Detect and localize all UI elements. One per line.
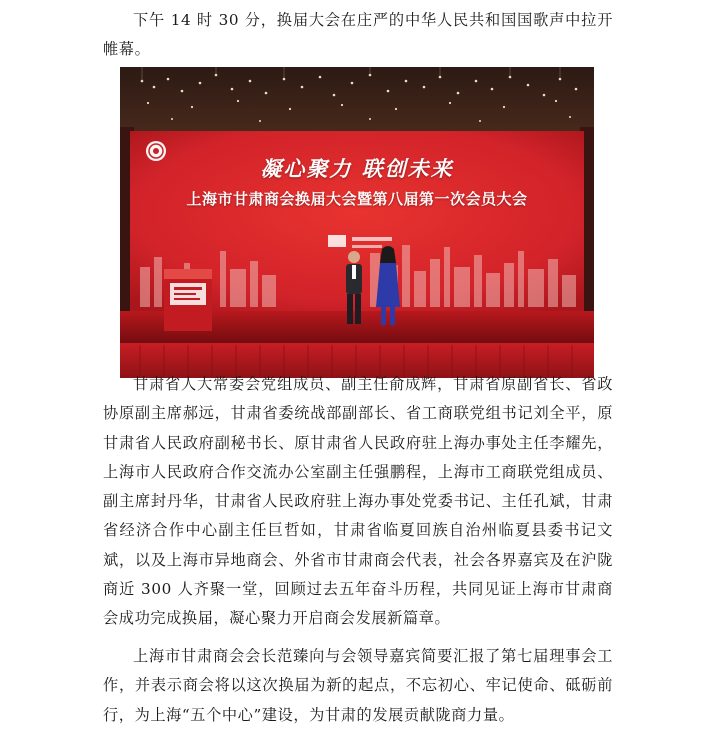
event-slogan: 凝心聚力 联创未来 [260,157,454,181]
ceiling [120,67,594,137]
event-title: 上海市甘肃商会换届大会暨第八届第一次会员大会 [186,190,528,208]
paragraph-opening: 下午 14 时 30 分，换届大会在庄严的中华人民共和国国歌声中拉开帷幕。 [103,11,613,59]
podium [164,269,212,331]
paragraph-report: 上海市甘肃商会会长范臻向与会领导嘉宾简要汇报了第七届理事会工作，并表示商会将以这次换届为新的起点，不忘初心、牢记使命、砥砺前行，为上海“五个中心”建设，为甘肃的发展贡献陇商力量。 [103,647,613,724]
paragraph-attendees: 甘肃省人大常委会党组成员、副主任俞成辉，甘肃省原副省长、省政协原副主席郝远，甘肃省委统战部副部长、省工商联党组书记刘全平，原甘肃省人民政府副秘书长、原甘肃省人民政府驻上海办事处主任李耀先，上海市人民政府合作交流办公室副主任强鹏程，上海市工商联党组成员、副主席封丹华，甘肃省人民政府驻上海办事处党委书记、主任孔斌，甘肃省经济合作中心副主任巨哲如，甘肃省临夏回族自治州临夏县委书记文斌，以及上海市异地商会、外省市甘肃商会代表，社会各界嘉宾及在沪陇商近 300 人齐聚一堂，回顾过去五年奋斗历程，共同见证上海市甘肃商会成功完成换届，凝心聚力开启商会发展新篇章。 [103,375,613,628]
stage-illustration [120,67,594,378]
event-photo [120,67,594,378]
